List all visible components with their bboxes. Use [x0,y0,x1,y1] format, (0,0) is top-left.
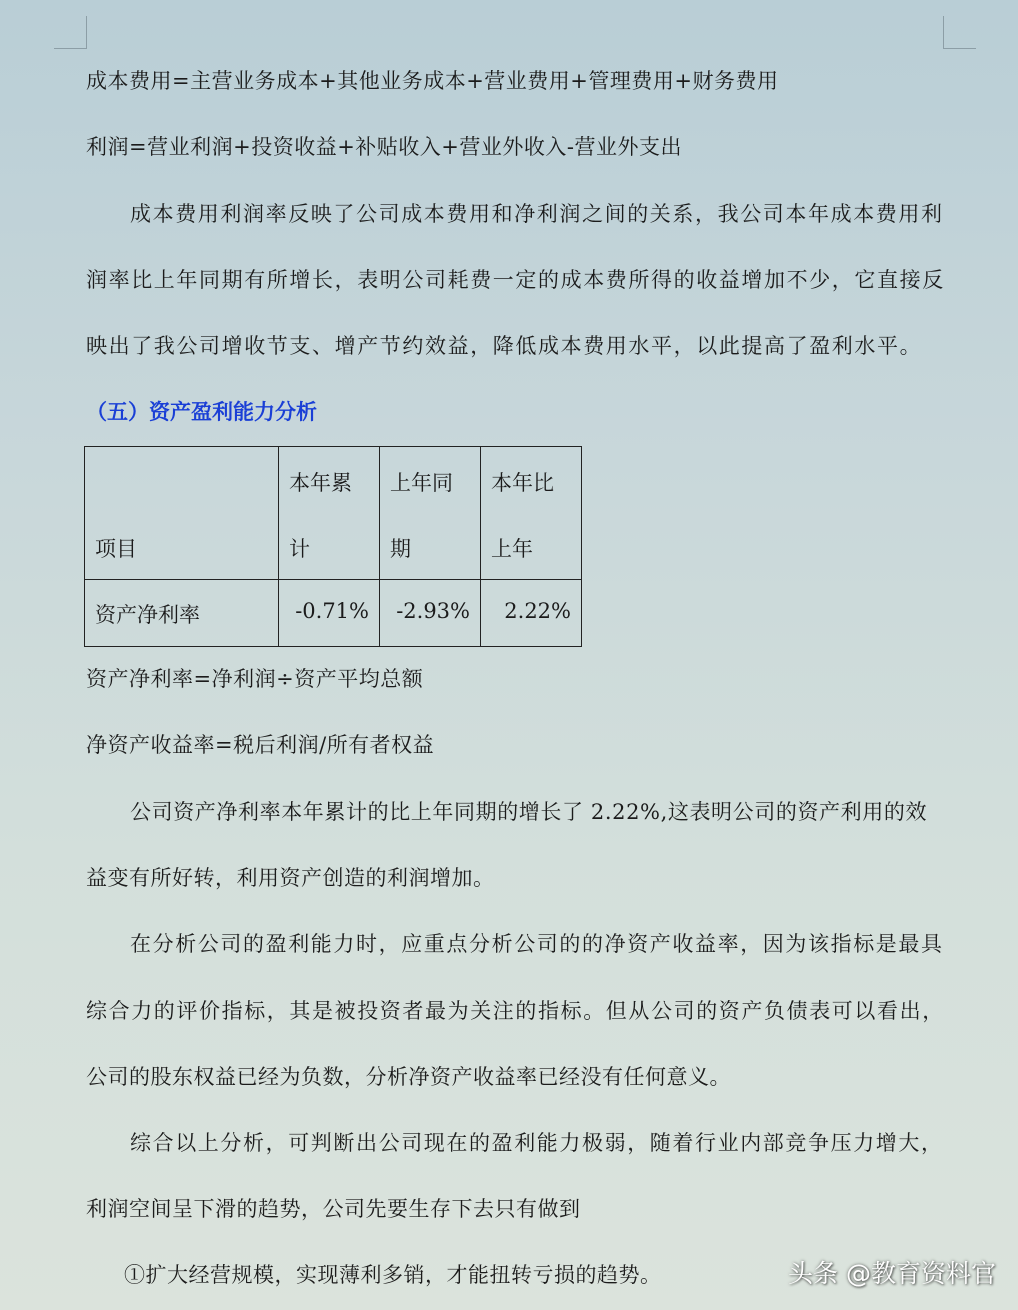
page-corner-mark-top-right [943,16,976,49]
paragraph-line: 利润空间呈下滑的趋势，公司先要生存下去只有做到 [86,1197,581,1221]
header-change-line1: 本年比 [491,471,554,495]
header-previous-line1: 上年同 [390,471,453,495]
table-cell-current [279,580,380,647]
table-header-cell [85,447,279,580]
table-cell-previous [380,580,481,647]
paragraph-line: 映出了我公司增收节支、增产节约效益，降低成本费用水平，以此提高了盈利水平。 [86,334,923,358]
table-cell-label [85,580,279,647]
formula-profit: 利润=营业利润+投资收益+补贴收入+营业外收入-营业外支出 [86,135,682,159]
page-corner-mark-top-left [54,16,87,49]
formula-roe: 净资产收益率=税后利润/所有者权益 [86,733,435,757]
row-label: 资产净利率 [95,603,200,627]
table-header-cell [380,447,481,580]
table-header-row [85,447,582,580]
paragraph-line: 综合力的评价指标，其是被投资者最为关注的指标。但从公司的资产负债表可以看出， [86,999,945,1023]
header-previous-line2: 期 [390,537,411,561]
list-item: ①扩大经营规模，实现薄利多销，才能扭转亏损的趋势。 [124,1263,662,1287]
paragraph-line: 成本费用利润率反映了公司成本费用和净利润之间的关系，我公司本年成本费用利 [130,202,944,226]
table-header-cell [279,447,380,580]
section-heading: （五）资产盈利能力分析 [86,399,317,424]
formula-roa: 资产净利率=净利润÷资产平均总额 [86,667,424,691]
watermark: 头条 @教育资料官 [788,1259,996,1288]
paragraph-line: 在分析公司的盈利能力时，应重点分析公司的的净资产收益率，因为该指标是最具 [130,932,944,956]
paragraph-line: 公司的股东权益已经为负数，分析净资产收益率已经没有任何意义。 [86,1065,731,1089]
header-current-line1: 本年累 [289,471,352,495]
paragraph-line: 润率比上年同期有所增长，表明公司耗费一定的成本费所得的收益增加不少，它直接反 [86,268,945,292]
header-item-label: 项目 [95,537,137,561]
value-previous-year: -2.93% [396,599,470,623]
table-header-cell [481,447,582,580]
paragraph-line: 综合以上分析，可判断出公司现在的盈利能力极弱，随着行业内部竞争压力增大， [130,1131,944,1155]
value-current-year: -0.71% [295,599,369,623]
value-change: 2.22% [504,599,571,623]
formula-cost-expense: 成本费用=主营业务成本+其他业务成本+营业费用+管理费用+财务费用 [86,69,779,93]
asset-profitability-table [84,446,582,647]
table-cell-change [481,580,582,647]
header-current-line2: 计 [289,537,310,561]
table-row [85,580,582,647]
paragraph-line: 公司资产净利率本年累计的比上年同期的增长了 2.22%,这表明公司的资产利用的效 [130,800,928,824]
header-change-line2: 上年 [491,537,533,561]
paragraph-line: 益变有所好转，利用资产创造的利润增加。 [86,866,495,890]
